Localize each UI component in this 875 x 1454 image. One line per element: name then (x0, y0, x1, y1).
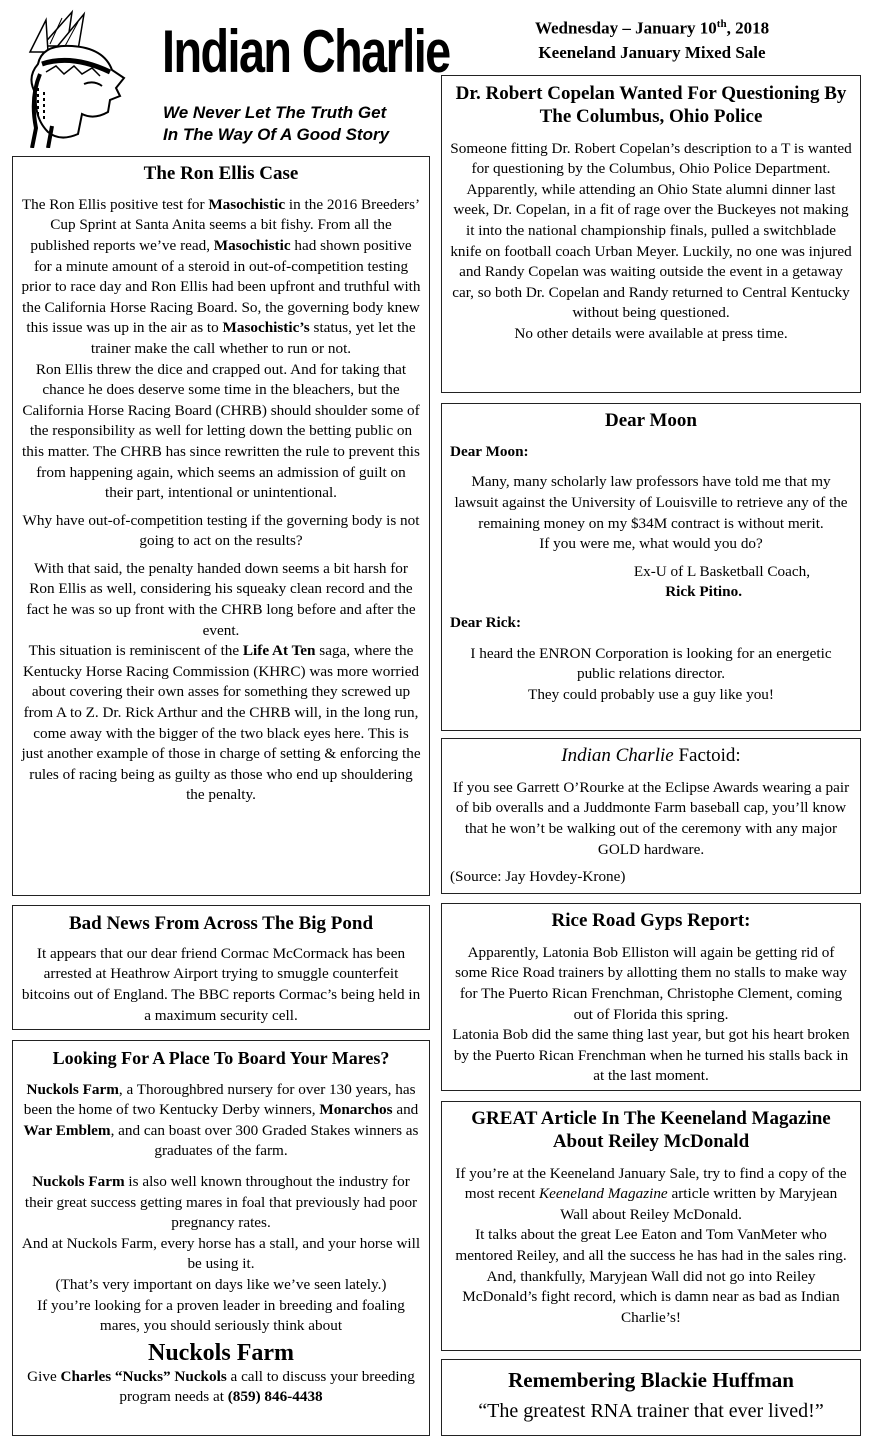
factoid-source: (Source: Jay Hovdey-Krone) (450, 868, 626, 886)
big-pond-article (12, 905, 430, 1030)
big-pond-body: It appears that our dear friend Cormac McCormack has been arrested at Heathrow Airport trying to smuggle counterfeit bitcoins out of England. The BBC reports Cormac’s being held in a maximum security cell. (21, 944, 421, 1024)
ron-ellis-paragraph-2: Ron Ellis threw the dice and crapped out. And for taking that chance he does deserve some time in the bleachers, but the California Horse Racing Board (CHRB) should shoulder some of the responsibility as well for letting down the betting public on this matter. The CHRB has since rewritten the rule to prevent this from happening again, which seems an admission of guilt on their part, intentional or unintentional. (22, 360, 420, 502)
copelan-paragraph-3: No other details were available at press time. (514, 324, 788, 342)
rice-road-article (441, 903, 861, 1091)
tagline-line-1: We Never Let The Truth Get (163, 103, 387, 122)
dear-moon-salutation: Dear Moon: (450, 442, 529, 460)
masthead-title: Indian Charlie (162, 18, 450, 85)
dear-moon-article (441, 403, 861, 731)
big-pond-heading: Bad News From Across The Big Pond (68, 913, 374, 934)
keeneland-heading: GREAT Article In The Keeneland Magazine About Reiley McDonald (471, 1108, 831, 1152)
sale-name: Keeneland January Mixed Sale (538, 42, 766, 62)
nuckols-paragraph-3: And at Nuckols Farm, every horse has a stall, and your horse will be using it. (21, 1234, 421, 1273)
nuckols-contact: Give Charles “Nucks” Nuckols a call to discuss your breeding program needs at (859) 846-4438 (27, 1367, 415, 1406)
issue-date (452, 12, 852, 41)
factoid-article (441, 738, 861, 894)
blackie-article (441, 1359, 861, 1436)
dear-moon-question: If you were me, what would you do? (539, 535, 763, 553)
keeneland-article (441, 1101, 861, 1351)
nuckols-paragraph-5: If you’re looking for a proven leader in breeding and foaling mares, you should seriously think about (37, 1296, 405, 1335)
keeneland-paragraph-3: And, thankfully, Maryjean Wall did not go into Reiley McDonald’s fight record, which is damn near as bad as Indian Charlie’s! (462, 1267, 840, 1326)
factoid-body: If you see Garrett O’Rourke at the Eclipse Awards wearing a pair of bib overalls and a Juddmonte Farm baseball cap, you’ll know that he won’t be walking out of the ceremony with any major GOLD hardware. (452, 778, 850, 858)
dear-moon-reply-2: They could probably use a guy like you! (528, 685, 774, 703)
ron-ellis-paragraph-1: The Ron Ellis positive test for Masochistic in the 2016 Breeders’ Cup Sprint at Santa Anita seems a bit fishy. From all the published reports we’ve read, Masochistic had shown positive for a minute amount of a steroid in out-of-competition testing prior to race day and Ron Ellis had been upfront and truthful with the California Horse Racing Board. So, the governing body knew this issue was up in the air as to Masochistic’s status, yet let the trainer make the call whether to run or not. (21, 195, 421, 357)
date-year: , 2018 (726, 18, 770, 38)
dear-moon-reply-1: I heard the ENRON Corporation is looking for an energetic public relations director. (470, 644, 832, 683)
indian-head-logo (12, 8, 142, 148)
tagline (163, 102, 389, 146)
nuckols-big-name: Nuckols Farm (148, 1339, 294, 1366)
date-weekday: Wednesday – January 10 (534, 18, 717, 38)
rice-road-paragraph-1: Apparently, Latonia Bob Elliston will again be getting rid of some Rice Road trainers by allotting them no stalls to make way for The Puerto Rican Frenchman, Christophe Clement, coming out of Florida this spring. (455, 943, 847, 1023)
copelan-paragraph-1: Someone fitting Dr. Robert Copelan’s description to a T is wanted for questioning by the Columbus, Ohio Police Department. (450, 139, 852, 178)
rice-road-heading: Rice Road Gyps Report: (551, 910, 751, 931)
rice-road-paragraph-2: Latonia Bob did the same thing last year, but got his heart broken by the Puerto Rican Frenchman when he turned his stalls back in at the last moment. (452, 1026, 850, 1085)
dear-moon-letter: Many, many scholarly law professors have told me that my lawsuit against the University of Louisville to retrieve any of the remaining money on my $34M contract is without merit. (454, 473, 848, 532)
blackie-heading: Remembering Blackie Huffman (508, 1368, 794, 1392)
ron-ellis-paragraph-5: This situation is reminiscent of the Life At Ten saga, where the Kentucky Horse Racing Commission (KHRC) was more worried about covering their own asses for something they screwed up from A to Z. Dr. Rick Arthur and the CHRB will, in the long run, come away with the bigger of the two black eyes here. This is just another example of those in charge of setting & enforcing the rules of racing being as guilty as those who end up shouldering the penalty. (21, 642, 421, 804)
keeneland-paragraph-2: It talks about the great Lee Eaton and Tom VanMeter who mentored Reiley, and all the success he has had in the sales ring. (455, 1226, 847, 1264)
date-suffix: th (716, 18, 727, 30)
ron-ellis-paragraph-3: Why have out-of-competition testing if the governing body is not going to act on the results? (22, 511, 420, 550)
dear-moon-reply-salutation: Dear Rick: (450, 613, 521, 631)
ron-ellis-heading: The Ron Ellis Case (143, 163, 299, 184)
ron-ellis-paragraph-4: With that said, the penalty handed down seems a bit harsh for Ron Ellis as well, considering his squeaky clean record and the fact he was so up front with the CHRB long before and after the event. (26, 559, 416, 639)
nuckols-paragraph-4: (That’s very important on days like we’ve seen lately.) (55, 1275, 387, 1293)
tagline-line-2: In The Way Of A Good Story (163, 125, 390, 144)
blackie-quote: “The greatest RNA trainer that ever lived!” (478, 1400, 824, 1423)
copelan-heading: Dr. Robert Copelan Wanted For Questioning By The Columbus, Ohio Police (455, 83, 847, 127)
keeneland-paragraph-1: If you’re at the Keeneland January Sale, try to find a copy of the most recent Keeneland Magazine article written by Maryjean Wall about Reiley McDonald. (455, 1164, 847, 1223)
copelan-paragraph-2: Apparently, while attending an Ohio State alumni dinner last week, Dr. Copelan, in a fit of rage over the Buckeyes not making it into the national championship finals, pulled a switchblade knife on football coach Urban Meyer. Luckily, no one was injured and Randy Copelan was waiting outside the event in a getaway car, so both Dr. Copelan and Randy returned to Central Kentucky without being questioned. (450, 180, 852, 322)
dear-moon-signature-name: Rick Pitino. (665, 583, 742, 601)
dear-moon-heading: Dear Moon (605, 410, 697, 431)
ron-ellis-article (12, 156, 430, 896)
nuckols-phone: (859) 846-4438 (227, 1388, 323, 1406)
nuckols-farm-ad (12, 1040, 430, 1436)
nuckols-paragraph-2: Nuckols Farm is also well known throughout the industry for their great success getting mares in foal that previously had poor pregnancy rates. (24, 1172, 418, 1232)
copelan-article (441, 75, 861, 393)
nuckols-paragraph-1: Nuckols Farm, a Thoroughbred nursery for over 130 years, has been the home of two Kentucky Derby winners, Monarchos and War Emblem, and can boast over 300 Graded Stakes winners as graduates of the farm. (23, 1080, 419, 1160)
nuckols-heading: Looking For A Place To Board Your Mares? (52, 1048, 390, 1068)
factoid-heading: Indian Charlie Factoid: (561, 745, 741, 766)
issue-date-block (452, 12, 852, 65)
dear-moon-signature-title: Ex-U of L Basketball Coach, (633, 562, 810, 580)
